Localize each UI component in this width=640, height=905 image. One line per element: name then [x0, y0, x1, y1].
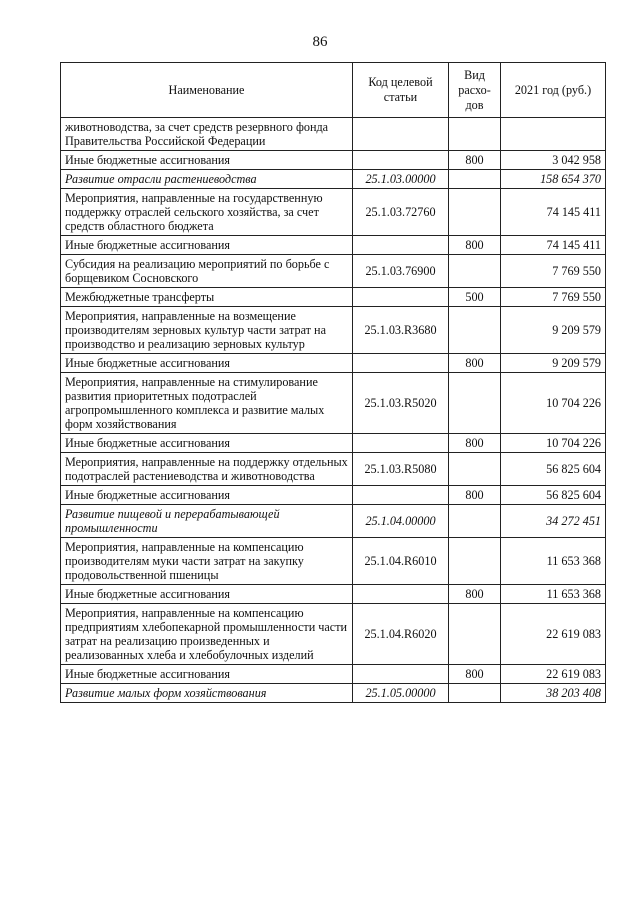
table-row	[61, 189, 606, 236]
row-code	[353, 118, 449, 151]
row-code	[353, 434, 449, 453]
row-amount	[501, 118, 606, 151]
row-code: 25.1.03.00000	[353, 170, 449, 189]
table-row	[61, 118, 606, 151]
row-code: 25.1.03.R5020	[353, 373, 449, 434]
table-row	[61, 665, 606, 684]
table-row	[61, 255, 606, 288]
row-code	[353, 585, 449, 604]
row-name: Мероприятия, направленные на компенсацию производителям муки части затрат на закупку продовольственной пшеницы	[61, 538, 353, 585]
row-amount: 9 209 579	[501, 307, 606, 354]
header-name: Наименование	[61, 63, 353, 118]
row-name: животноводства, за счет средств резервного фонда Правительства Российской Федерации	[61, 118, 353, 151]
header-code: Код целевой статьи	[353, 63, 449, 118]
row-name: Иные бюджетные ассигнования	[61, 236, 353, 255]
row-name: Иные бюджетные ассигнования	[61, 665, 353, 684]
row-name: Развитие пищевой и перерабатывающей промышленности	[61, 505, 353, 538]
row-code	[353, 288, 449, 307]
table-row	[61, 373, 606, 434]
row-code: 25.1.05.00000	[353, 684, 449, 703]
row-type: 800	[449, 151, 501, 170]
row-amount: 56 825 604	[501, 486, 606, 505]
row-amount: 7 769 550	[501, 255, 606, 288]
row-code: 25.1.03.72760	[353, 189, 449, 236]
row-name: Субсидия на реализацию мероприятий по борьбе с борщевиком Сосновского	[61, 255, 353, 288]
row-amount: 74 145 411	[501, 236, 606, 255]
row-name: Иные бюджетные ассигнования	[61, 434, 353, 453]
row-code: 25.1.04.R6010	[353, 538, 449, 585]
row-type	[449, 189, 501, 236]
row-code: 25.1.04.R6020	[353, 604, 449, 665]
row-type: 800	[449, 354, 501, 373]
row-type	[449, 255, 501, 288]
row-type	[449, 307, 501, 354]
row-type: 800	[449, 585, 501, 604]
row-type	[449, 373, 501, 434]
row-code	[353, 354, 449, 373]
row-amount: 10 704 226	[501, 373, 606, 434]
row-code	[353, 486, 449, 505]
row-type	[449, 118, 501, 151]
table-row	[61, 151, 606, 170]
row-amount: 11 653 368	[501, 585, 606, 604]
row-code: 25.1.03.R3680	[353, 307, 449, 354]
row-type	[449, 538, 501, 585]
row-amount: 74 145 411	[501, 189, 606, 236]
table-row	[61, 486, 606, 505]
header-type: Вид расхо-дов	[449, 63, 501, 118]
table-row	[61, 604, 606, 665]
row-amount: 34 272 451	[501, 505, 606, 538]
row-code	[353, 236, 449, 255]
row-code: 25.1.03.R5080	[353, 453, 449, 486]
row-name: Мероприятия, направленные на стимулирование развития приоритетных подотраслей агропромышленного комплекса и развитие малых форм хозяйствования	[61, 373, 353, 434]
table-row	[61, 307, 606, 354]
table-row	[61, 434, 606, 453]
row-amount: 38 203 408	[501, 684, 606, 703]
row-amount: 22 619 083	[501, 604, 606, 665]
row-type	[449, 604, 501, 665]
row-amount: 158 654 370	[501, 170, 606, 189]
row-name: Мероприятия, направленные на компенсацию предприятиям хлебопекарной промышленности части затрат на реализацию произведенных и реализованных хлеба и хлебобулочных изделий	[61, 604, 353, 665]
row-name: Мероприятия, направленные на поддержку отдельных подотраслей растениеводства и животноводства	[61, 453, 353, 486]
table-row	[61, 236, 606, 255]
table-row	[61, 505, 606, 538]
table-body	[61, 118, 606, 703]
row-name: Иные бюджетные ассигнования	[61, 151, 353, 170]
row-name: Развитие малых форм хозяйствования	[61, 684, 353, 703]
row-type	[449, 684, 501, 703]
row-amount: 9 209 579	[501, 354, 606, 373]
row-type: 800	[449, 665, 501, 684]
budget-table	[60, 62, 606, 703]
row-amount: 11 653 368	[501, 538, 606, 585]
row-amount: 22 619 083	[501, 665, 606, 684]
row-type: 800	[449, 434, 501, 453]
row-code	[353, 151, 449, 170]
row-name: Мероприятия, направленные на государственную поддержку отраслей сельского хозяйства, за счет средств областного бюджета	[61, 189, 353, 236]
row-type	[449, 170, 501, 189]
row-name: Межбюджетные трансферты	[61, 288, 353, 307]
page-number: 86	[312, 34, 328, 50]
table-row	[61, 453, 606, 486]
row-code: 25.1.03.76900	[353, 255, 449, 288]
row-amount: 3 042 958	[501, 151, 606, 170]
row-amount: 7 769 550	[501, 288, 606, 307]
row-name: Развитие отрасли растениеводства	[61, 170, 353, 189]
row-name: Мероприятия, направленные на возмещение производителям зерновых культур части затрат на производство и реализацию зерновых культур	[61, 307, 353, 354]
table-row	[61, 538, 606, 585]
table-row	[61, 170, 606, 189]
table-row	[61, 585, 606, 604]
row-code	[353, 665, 449, 684]
table-row	[61, 354, 606, 373]
row-amount: 10 704 226	[501, 434, 606, 453]
row-type	[449, 505, 501, 538]
row-name: Иные бюджетные ассигнования	[61, 486, 353, 505]
row-type: 500	[449, 288, 501, 307]
table-header-row	[61, 63, 606, 118]
table-row	[61, 684, 606, 703]
row-type: 800	[449, 236, 501, 255]
row-name: Иные бюджетные ассигнования	[61, 585, 353, 604]
row-code: 25.1.04.00000	[353, 505, 449, 538]
table-row	[61, 288, 606, 307]
row-name: Иные бюджетные ассигнования	[61, 354, 353, 373]
row-type: 800	[449, 486, 501, 505]
row-type	[449, 453, 501, 486]
header-amount: 2021 год (руб.)	[501, 63, 606, 118]
row-amount: 56 825 604	[501, 453, 606, 486]
